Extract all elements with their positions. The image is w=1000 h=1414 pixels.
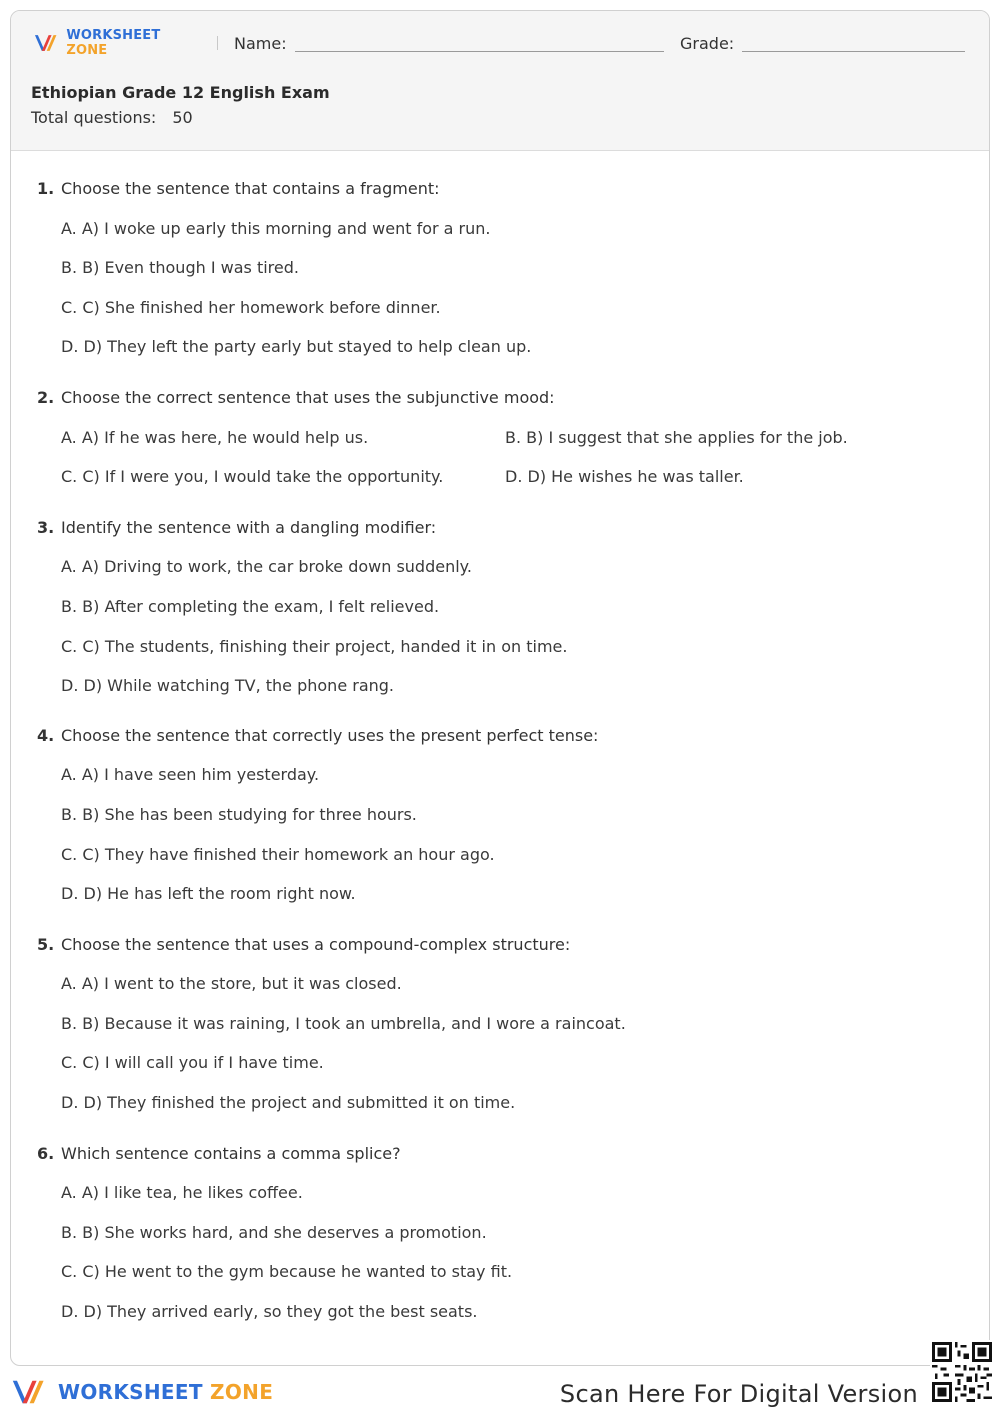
question-1 xyxy=(37,179,967,356)
question-number: 4. xyxy=(37,726,55,745)
question-6 xyxy=(37,1144,967,1321)
worksheet-zone-logo-icon xyxy=(10,1376,52,1408)
option-d[interactable]: D. D) He wishes he was taller. xyxy=(505,467,744,486)
option-b[interactable]: B. B) She has been studying for three hours. xyxy=(61,805,417,824)
question-number: 2. xyxy=(37,388,55,407)
footer-brand-logo[interactable] xyxy=(10,1376,273,1408)
option-a[interactable]: A. A) I woke up early this morning and went for a run. xyxy=(61,219,491,238)
question-2 xyxy=(37,388,967,486)
header-divider xyxy=(217,36,218,50)
option-d[interactable]: D. D) They finished the project and submitted it on time. xyxy=(61,1093,516,1112)
total-questions xyxy=(31,108,193,127)
question-text: Choose the correct sentence that uses the subjunctive mood: xyxy=(61,388,555,407)
option-b[interactable]: B. B) I suggest that she applies for the job. xyxy=(505,428,848,447)
scan-here-text: Scan Here For Digital Version xyxy=(559,1380,918,1408)
option-b[interactable]: B. B) After completing the exam, I felt relieved. xyxy=(61,597,440,616)
option-a[interactable]: A. A) I went to the store, but it was closed. xyxy=(61,974,402,993)
worksheet-page xyxy=(10,10,990,1366)
header-row xyxy=(33,28,965,58)
question-text: Identify the sentence with a dangling modifier: xyxy=(61,518,437,537)
worksheet-header xyxy=(11,11,989,151)
option-c[interactable]: C. C) They have finished their homework an hour ago. xyxy=(61,845,495,864)
question-number: 1. xyxy=(37,179,55,198)
question-3 xyxy=(37,518,967,695)
question-number: 5. xyxy=(37,935,55,954)
option-d[interactable]: D. D) He has left the room right now. xyxy=(61,884,356,903)
option-b[interactable]: B. B) She works hard, and she deserves a promotion. xyxy=(61,1223,487,1242)
total-questions-label: Total questions: xyxy=(31,108,157,127)
option-c[interactable]: C. C) I will call you if I have time. xyxy=(61,1053,324,1072)
option-a[interactable]: A. A) If he was here, he would help us. xyxy=(61,428,369,447)
name-field[interactable] xyxy=(295,51,664,52)
option-c[interactable]: C. C) If I were you, I would take the opportunity. xyxy=(61,467,444,486)
question-text: Choose the sentence that contains a fragment: xyxy=(61,179,440,198)
option-d[interactable]: D. D) They left the party early but stayed to help clean up. xyxy=(61,337,532,356)
brand-name-part2: ZONE xyxy=(66,43,108,58)
footer-brand-part2: ZONE xyxy=(210,1380,274,1404)
footer-brand-part1: WORKSHEET xyxy=(58,1380,203,1404)
option-c[interactable]: C. C) She finished her homework before dinner. xyxy=(61,298,441,317)
worksheet-zone-logo-icon xyxy=(33,32,62,54)
total-questions-value: 50 xyxy=(172,108,193,127)
question-number: 3. xyxy=(37,518,55,537)
question-5 xyxy=(37,935,967,1112)
question-text: Choose the sentence that uses a compound-complex structure: xyxy=(61,935,571,954)
option-d[interactable]: D. D) They arrived early, so they got the best seats. xyxy=(61,1302,478,1321)
page-footer xyxy=(0,1366,1000,1414)
option-d[interactable]: D. D) While watching TV, the phone rang. xyxy=(61,676,395,695)
option-b[interactable]: B. B) Even though I was tired. xyxy=(61,258,299,277)
question-number: 6. xyxy=(37,1144,55,1163)
option-a[interactable]: A. A) I have seen him yesterday. xyxy=(61,765,320,784)
grade-field[interactable] xyxy=(742,51,965,52)
option-a[interactable]: A. A) Driving to work, the car broke down suddenly. xyxy=(61,557,472,576)
qr-code-icon[interactable] xyxy=(930,1340,994,1404)
brand-name-part1: WORKSHEET xyxy=(66,28,161,43)
question-text: Which sentence contains a comma splice? xyxy=(61,1144,401,1163)
exam-title: Ethiopian Grade 12 English Exam xyxy=(31,83,330,102)
grade-label: Grade: xyxy=(680,33,735,53)
question-4 xyxy=(37,726,967,903)
option-b[interactable]: B. B) Because it was raining, I took an umbrella, and I wore a raincoat. xyxy=(61,1014,626,1033)
option-c[interactable]: C. C) He went to the gym because he wanted to stay fit. xyxy=(61,1262,513,1281)
question-text: Choose the sentence that correctly uses the present perfect tense: xyxy=(61,726,599,745)
name-label: Name: xyxy=(233,33,287,53)
brand-name xyxy=(66,28,203,58)
brand-logo xyxy=(33,28,203,58)
option-a[interactable]: A. A) I like tea, he likes coffee. xyxy=(61,1183,303,1202)
footer-brand-name xyxy=(58,1380,273,1404)
option-c[interactable]: C. C) The students, finishing their project, handed it in on time. xyxy=(61,637,568,656)
